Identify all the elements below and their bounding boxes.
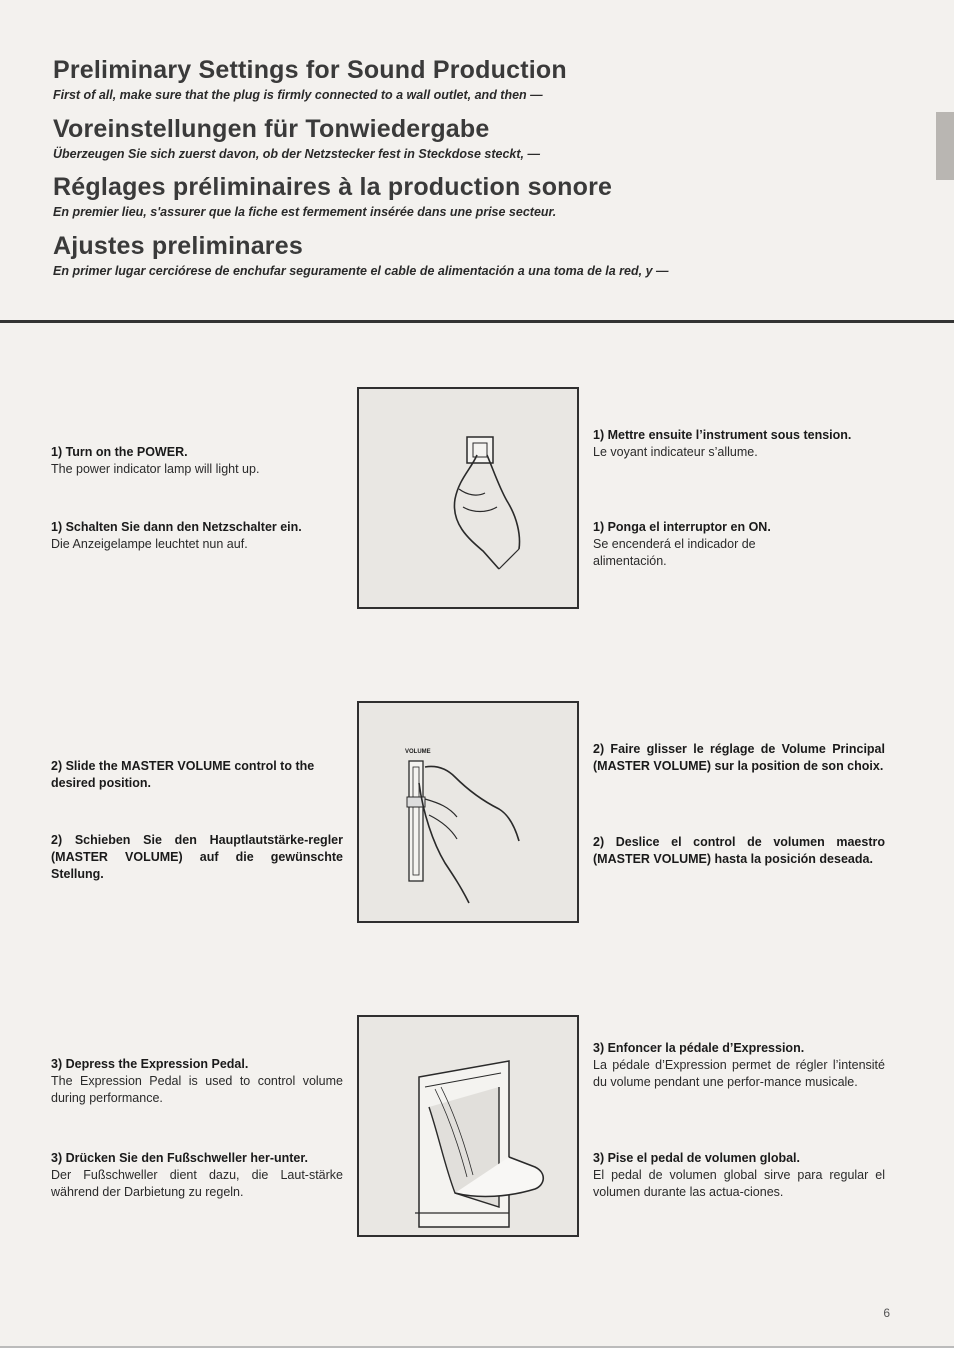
step3-es-desc: El pedal de volumen global sirve para regular el volumen durante las actua-ciones.	[593, 1168, 885, 1199]
step3-de-desc: Der Fußschweller dient dazu, die Laut-stärke während der Darbietung zu regeln.	[51, 1168, 343, 1199]
step3-de-title: 3) Drücken Sie den Fußschweller her-unter.	[51, 1151, 309, 1165]
step1-en-desc: The power indicator lamp will light up.	[51, 462, 260, 476]
step2-es-title: 2) Deslice el control de volumen maestro (MASTER VOLUME) hasta la posición deseada.	[593, 835, 885, 866]
step3-fr-desc: La pédale d’Expression permet de régler l’intensité du volume pendant une perfor-mance musicale.	[593, 1058, 885, 1089]
heading-title-es: Ajustes preliminares	[53, 232, 303, 260]
heading-subtitle-es: En primer lugar cerciórese de enchufar seguramente el cable de alimentación a una toma de la red, y —	[53, 264, 669, 278]
bleed-through-heading	[640, 22, 649, 60]
page-tab-marker	[936, 112, 954, 180]
heading-subtitle-fr: En premier lieu, s'assurer que la fiche est fermement insérée dans une prise secteur.	[53, 205, 557, 219]
step1-de-title: 1) Schalten Sie dann den Netzschalter ein.	[51, 520, 302, 534]
heading-subtitle-de: Überzeugen Sie sich zuerst davon, ob der Netzstecker fest in Steckdose steckt, —	[53, 147, 540, 161]
master-volume-illustration	[357, 701, 579, 923]
volume-label: VOLUME	[405, 749, 431, 755]
step2-de	[51, 832, 343, 883]
foot-on-pedal-icon	[359, 1017, 577, 1235]
heading-subtitle-en: First of all, make sure that the plug is firmly connected to a wall outlet, and then —	[53, 88, 543, 102]
expression-pedal-illustration	[357, 1015, 579, 1237]
step2-fr	[593, 741, 885, 775]
step3-es-title: 3) Pise el pedal de volumen global.	[593, 1151, 801, 1165]
step1-fr-desc: Le voyant indicateur s’allume.	[593, 445, 758, 459]
step3-fr-title: 3) Enfoncer la pédale d’Expression.	[593, 1041, 805, 1055]
step2-de-title: 2) Schieben Sie den Hauptlautstärke-regler (MASTER VOLUME) auf die gewünschte Stellung.	[51, 833, 343, 881]
power-switch-illustration	[357, 387, 579, 609]
heading-title-en: Preliminary Settings for Sound Production	[53, 56, 567, 84]
step2-es	[593, 834, 885, 868]
step1-de	[51, 519, 343, 553]
heading-english	[53, 56, 883, 102]
heading-title-fr: Réglages préliminaires à la production sonore	[53, 173, 613, 201]
heading-spanish	[53, 232, 883, 278]
hand-pressing-switch-icon	[359, 389, 577, 607]
heading-french	[53, 173, 883, 219]
step1-en	[51, 444, 343, 478]
step1-fr-title: 1) Mettre ensuite l’instrument sous tension.	[593, 428, 852, 442]
heading-german	[53, 115, 883, 161]
step2-en-title: 2) Slide the MASTER VOLUME control to the desired position.	[51, 759, 315, 790]
step1-en-title: 1) Turn on the POWER.	[51, 445, 188, 459]
heading-title-de: Voreinstellungen für Tonwiedergabe	[53, 115, 490, 143]
step1-es	[593, 519, 885, 570]
page-number: 6	[883, 1306, 890, 1320]
step3-en	[51, 1056, 343, 1107]
hand-on-slider-icon	[359, 703, 577, 921]
step3-en-title: 3) Depress the Expression Pedal.	[51, 1057, 249, 1071]
step1-de-desc: Die Anzeigelampe leuchtet nun auf.	[51, 537, 248, 551]
step1-es-title: 1) Ponga el interruptor en ON.	[593, 520, 771, 534]
step2-en	[51, 758, 343, 792]
section-divider	[0, 320, 954, 323]
step3-es	[593, 1150, 885, 1201]
step1-fr	[593, 427, 885, 461]
step3-de	[51, 1150, 343, 1201]
step3-fr	[593, 1040, 885, 1091]
step2-fr-title: 2) Faire glisser le réglage de Volume Principal (MASTER VOLUME) sur la position de son choix.	[593, 742, 885, 773]
step1-es-desc: Se encenderá el indicador de alimentación.	[593, 537, 756, 568]
step3-en-desc: The Expression Pedal is used to control volume during performance.	[51, 1074, 343, 1105]
